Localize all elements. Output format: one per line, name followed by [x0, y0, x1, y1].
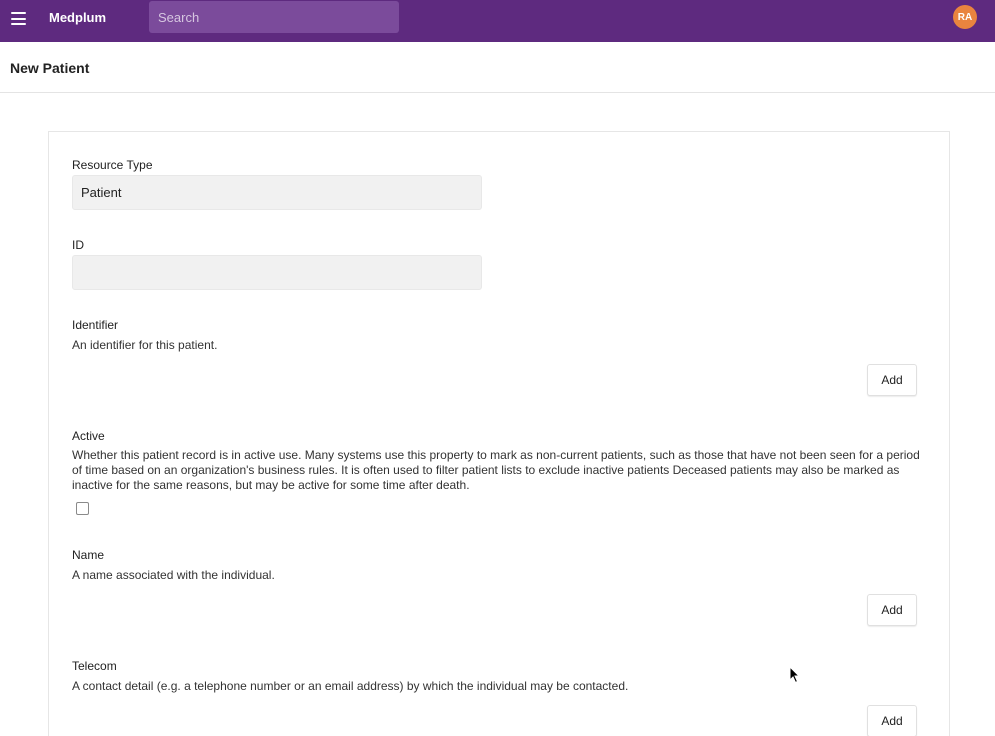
id-input[interactable]: [72, 255, 482, 290]
name-description: A name associated with the individual.: [72, 568, 275, 582]
active-description: Whether this patient record is in active use. Many systems use this property to mark as non-current patients, such as those that have not been seen for a period of time based on an organization's business rules. It is often used to filter patient lists to exclude inactive patients Deceased patients may also be marked as inactive for the same reasons, but may be active for some time after death.: [72, 448, 920, 492]
active-label: Active: [72, 429, 105, 443]
form-panel: [48, 131, 950, 736]
id-label: ID: [72, 238, 84, 252]
mouse-cursor-icon: [789, 666, 801, 684]
telecom-description: A contact detail (e.g. a telephone number or an email address) by which the individual may be contacted.: [72, 679, 629, 693]
telecom-label: Telecom: [72, 659, 117, 673]
page-title: New Patient: [10, 60, 90, 76]
user-avatar[interactable]: RA: [953, 5, 977, 29]
name-label: Name: [72, 548, 105, 562]
brand-logo[interactable]: Medplum: [49, 10, 107, 25]
search-input[interactable]: [149, 1, 399, 33]
identifier-label: Identifier: [72, 318, 119, 332]
page-header: [0, 42, 995, 93]
resource-type-label: Resource Type: [72, 158, 153, 172]
telecom-add-button[interactable]: Add: [867, 705, 917, 736]
resource-type-input[interactable]: [72, 175, 482, 210]
identifier-add-button[interactable]: Add: [867, 364, 917, 396]
top-bar: [0, 0, 995, 42]
hamburger-menu-icon[interactable]: [11, 12, 26, 26]
name-add-button[interactable]: Add: [867, 594, 917, 626]
identifier-description: An identifier for this patient.: [72, 338, 218, 352]
active-checkbox[interactable]: [76, 502, 89, 515]
